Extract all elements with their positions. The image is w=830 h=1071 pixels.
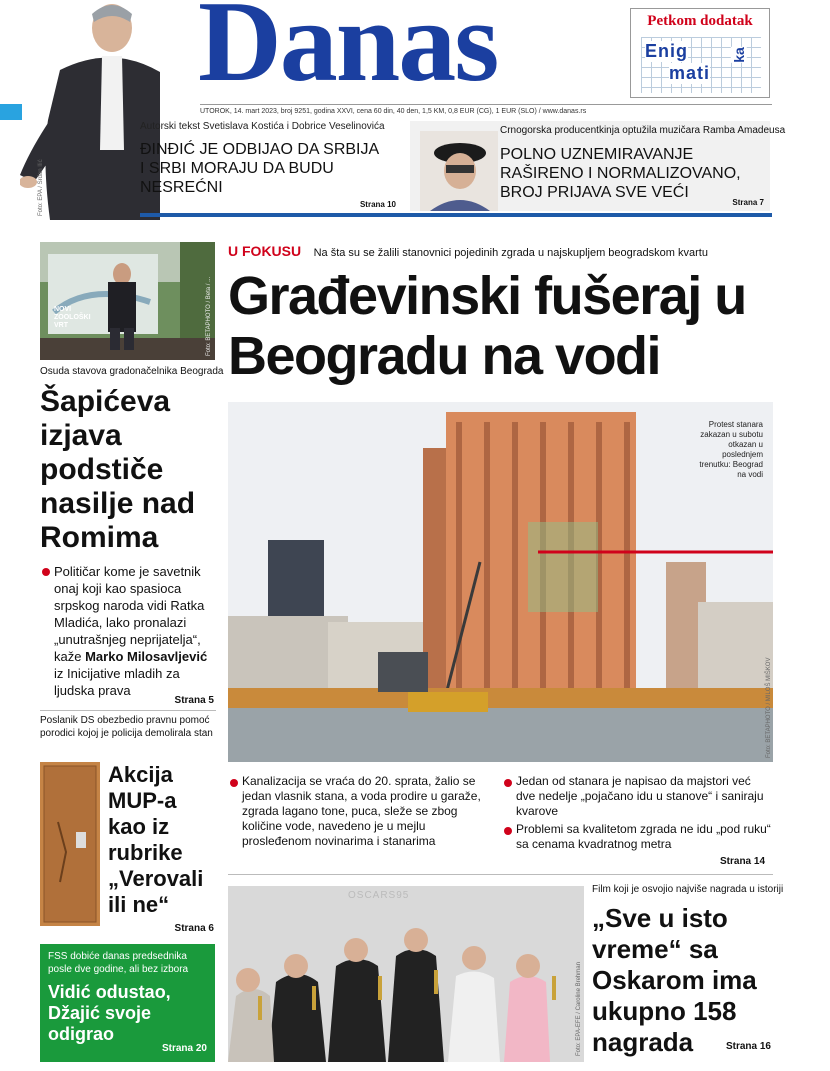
main-bullet-right-2: Problemi sa kvalitetom zgrada ne idu „pod ruku“ sa cenama kvadratnog metra xyxy=(502,822,772,852)
main-label: U FOKUSU xyxy=(228,243,302,259)
teaser-right-photo xyxy=(420,131,498,211)
main-bullet-left-1: Kanalizacija se vraća do 20. sprata, žalio se jedan vlasnik stana, a voda prodire u garaže, zgrada lagano tone, puca, sleže se zbog količine vode, navedeno je u mejlu prosleđenom novinarima i stanarima xyxy=(228,774,490,849)
left-divider xyxy=(40,710,216,711)
mup-page: Strana 6 xyxy=(174,923,214,934)
main-bullets-right xyxy=(502,774,772,852)
teaser-left-page: Strana 10 xyxy=(359,200,396,209)
main-headline[interactable]: Građevinski fušeraj u Beogradu na vodi xyxy=(228,266,746,386)
supplement-label: Petkom dodatak xyxy=(647,13,753,29)
masthead xyxy=(0,0,830,222)
green-box[interactable] xyxy=(40,944,215,1062)
mup-story[interactable] xyxy=(40,714,216,936)
logo-danas[interactable]: Danas xyxy=(198,0,498,106)
sapic-photo-sign: NOVI ZOOLOŠKI VRT xyxy=(54,306,91,329)
main-photo-credit: Foto: BETAPHOTO / MILOŠ MIŠKOV xyxy=(766,657,772,758)
sapic-story[interactable] xyxy=(40,366,224,708)
sapic-photo-credit: Foto: BETAPHOTO / Beta / ... xyxy=(206,276,212,356)
mup-kicker: Poslanik DS obezbedio pravnu pomoć porodici kojoj je policija demolirala stan xyxy=(40,715,213,739)
main-photo-caption: Protest stanara zakazan u subotu otkazan u poslednjem trenutku: Beograd na vodi xyxy=(699,420,763,479)
masthead-bottom-rule xyxy=(140,213,772,217)
masthead-person-photo xyxy=(20,0,160,220)
edge-tab xyxy=(0,104,22,120)
enigmatika-logo: Enig mati ka xyxy=(641,37,761,93)
sapic-headline: Šapićeva izjava podstiče nasilje nad Romima xyxy=(40,385,196,554)
oscar-kicker: Film koji je osvojio najviše nagrada u istoriji xyxy=(592,884,784,895)
oscar-headline: „Sve u isto vreme“ sa Oskarom ima ukupno 158 nagrada xyxy=(592,903,757,1057)
dateline-rule xyxy=(200,104,772,105)
main-kicker-row xyxy=(228,243,773,261)
sapic-kicker: Osuda stavova gradonačelnika Beograda xyxy=(40,366,224,377)
teaser-right-page: Strana 7 xyxy=(732,198,764,207)
main-photo[interactable] xyxy=(228,402,773,762)
sapic-body-before: Političar kome je savetnik onaj koji kao spasioca srpskog naroda vidi Ratka Mladića, lako pronalazi „unutrašnjeg neprijatelja“, kaže xyxy=(54,564,205,664)
teaser-left-headline: ĐINĐIĆ JE ODBIJAO DA SRBIJA I SRBI MORAJU DA BUDU NESREĆNI xyxy=(140,141,379,196)
oscar-photo-credit: Foto: EPA-EFE / Caroline Brehman xyxy=(576,962,582,1056)
sapic-body-after: iz Inicijative mladih za ljudska prava xyxy=(54,666,180,698)
mup-headline: Akcija MUP-a kao iz rubrike „Verovali ili ne“ xyxy=(108,762,204,917)
teaser-right[interactable] xyxy=(410,121,786,211)
green-box-kicker: FSS dobiće danas predsednika posle dve godine, ali bez izbora xyxy=(48,951,189,975)
sapic-photo[interactable] xyxy=(40,242,215,360)
oscar-backdrop: OSCARS95 xyxy=(348,890,410,901)
teaser-left-kicker: Autorski tekst Svetislava Kostića i Dobrice Veselinovića xyxy=(140,121,385,132)
green-box-page: Strana 20 xyxy=(161,1043,207,1054)
main-kicker: Na šta su se žalili stanovnici pojedinih zgrada u najskupljem beogradskom kvartu xyxy=(313,247,708,259)
main-bottom-rule xyxy=(228,874,773,875)
mup-door-photo xyxy=(40,762,100,926)
sapic-body xyxy=(40,563,216,699)
sapic-body-name: Marko Milosavljević xyxy=(85,649,208,664)
teaser-right-headline: POLNO UZNEMIRAVANJE RAŠIRENO I NORMALIZOVANO, BROJ PRIJAVA SVE VEĆI xyxy=(500,146,741,201)
main-bullets-left xyxy=(228,774,490,849)
sapic-page: Strana 5 xyxy=(174,695,214,706)
main-page: Strana 14 xyxy=(720,856,766,867)
oscar-photo[interactable] xyxy=(228,886,584,1062)
main-bullet-right-1: Jedan od stanara je napisao da majstori već dve nedelje „pojačano idu u stanove“ i saniraju kvarove xyxy=(502,774,772,819)
supplement-box[interactable] xyxy=(630,8,770,98)
masthead-photo-credit: Foto: EPA / Srđan Ilić xyxy=(38,159,44,216)
green-box-headline: Vidić odustao, Džajić svoje odigrao xyxy=(48,982,171,1044)
oscar-story[interactable] xyxy=(592,884,784,1060)
teaser-right-kicker: Crnogorska producentkinja optužila muzičara Ramba Amadeusa xyxy=(500,125,786,136)
teaser-left[interactable] xyxy=(140,121,400,211)
oscar-page: Strana 16 xyxy=(725,1041,771,1052)
dateline: UTOROK, 14. mart 2023, broj 9251, godina XXVI, cena 60 din, 40 den, 1,5 KM, 0,8 EUR (CG), 1 EUR (SLO) / www.danas.rs xyxy=(200,108,587,115)
